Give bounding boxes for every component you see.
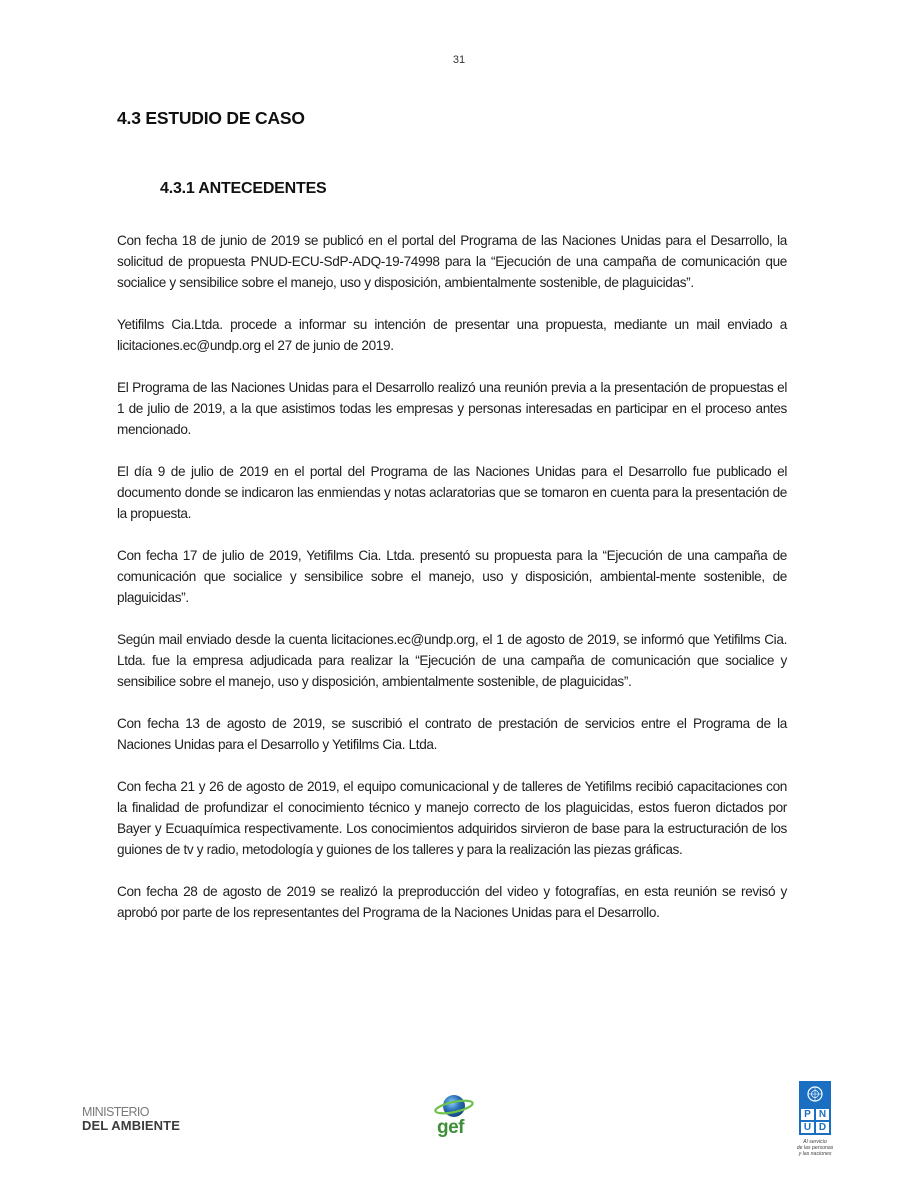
- undp-letter: P: [801, 1109, 814, 1120]
- paragraph: El día 9 de julio de 2019 en el portal del Programa de las Naciones Unidas para el Desarrollo fue publicado el documento donde se indicaron las enmiendas y notas aclaratorias que se tomaron en cuenta para la presentación de la propuesta.: [117, 464, 787, 521]
- ministerio-logo-line2: DEL AMBIENTE: [82, 1118, 180, 1133]
- paragraph: Yetifilms Cia.Ltda. procede a informar su intención de presentar una propuesta, mediante un mail enviado a licitaciones.ec@undp.org el 27 de junio de 2019.: [117, 317, 787, 353]
- section-heading: 4.3 ESTUDIO DE CASO: [117, 108, 305, 128]
- undp-letter: U: [801, 1122, 814, 1133]
- un-emblem-icon: [799, 1081, 831, 1107]
- subsection-heading: 4.3.1 ANTECEDENTES: [160, 180, 327, 197]
- page-number: 31: [452, 54, 466, 66]
- paragraph: El Programa de las Naciones Unidas para el Desarrollo realizó una reunión previa a la presentación de propuestas el 1 de julio de 2019, a la que asistimos todas les empresas y personas interesadas en participar en el proceso antes mencionado.: [117, 380, 787, 437]
- undp-tagline-line: de las personas: [796, 1145, 834, 1151]
- undp-logo: [796, 1081, 834, 1157]
- paragraph: Con fecha 13 de agosto de 2019, se suscribió el contrato de prestación de servicios entre el Programa de la Naciones Unidas para el Desarrollo y Yetifilms Cia. Ltda.: [117, 716, 787, 752]
- paragraph: Según mail enviado desde la cuenta licitaciones.ec@undp.org, el 1 de agosto de 2019, se informó que Yetifilms Cia. Ltda. fue la empresa adjudicada para realizar la “Ejecución de una campaña de comunicación que socialice y sensibilice sobre el manejo, uso y disposición, ambientalmente sostenible, de plaguicidas”.: [117, 632, 787, 689]
- undp-tagline-line: Al servicio: [803, 1139, 827, 1145]
- undp-letter: N: [816, 1109, 829, 1120]
- ministerio-logo-line1: MINISTERIO: [82, 1105, 149, 1119]
- ministerio-del-ambiente-logo: [82, 1106, 180, 1133]
- body-text: [117, 230, 787, 944]
- undp-letter: D: [816, 1122, 829, 1133]
- undp-tagline-line: y las naciones: [798, 1151, 832, 1157]
- paragraph: Con fecha 28 de agosto de 2019 se realizó la preproducción del video y fotografías, en esta reunión se revisó y aprobó por parte de los representantes del Programa de la Naciones Unidas para el Desarrollo.: [117, 884, 787, 920]
- paragraph: Con fecha 17 de julio de 2019, Yetifilms Cia. Ltda. presentó su propuesta para la “Ejecución de una campaña de comunicación que socialice y sensibilice sobre el manejo, uso y disposición, ambiental-mente sostenible, de plaguicidas”.: [117, 548, 787, 605]
- paragraph: Con fecha 18 de junio de 2019 se publicó en el portal del Programa de las Naciones Unidas para el Desarrollo, la solicitud de propuesta PNUD-ECU-SdP-ADQ-19-74998 para la “Ejecución de una campaña de comunicación que socialice y sensibilice sobre el manejo, uso y disposición, ambientalmente sostenible, de plaguicidas”.: [117, 233, 787, 290]
- undp-tagline: [792, 1139, 838, 1157]
- gef-logo-text: gef: [437, 1117, 464, 1138]
- paragraph: Con fecha 21 y 26 de agosto de 2019, el equipo comunicacional y de talleres de Yetifilms recibió capacitaciones con la finalidad de profundizar el conocimiento técnico y manejo correcto de los plaguicidas, estos fueron dictados por Bayer y Ecuaquímica respectivamente. Los conocimientos adquiridos sirvieron de base para la estructuración de los guiones de tv y radio, metodología y guiones de los talleres y para la realización las piezas gráficas.: [117, 779, 787, 857]
